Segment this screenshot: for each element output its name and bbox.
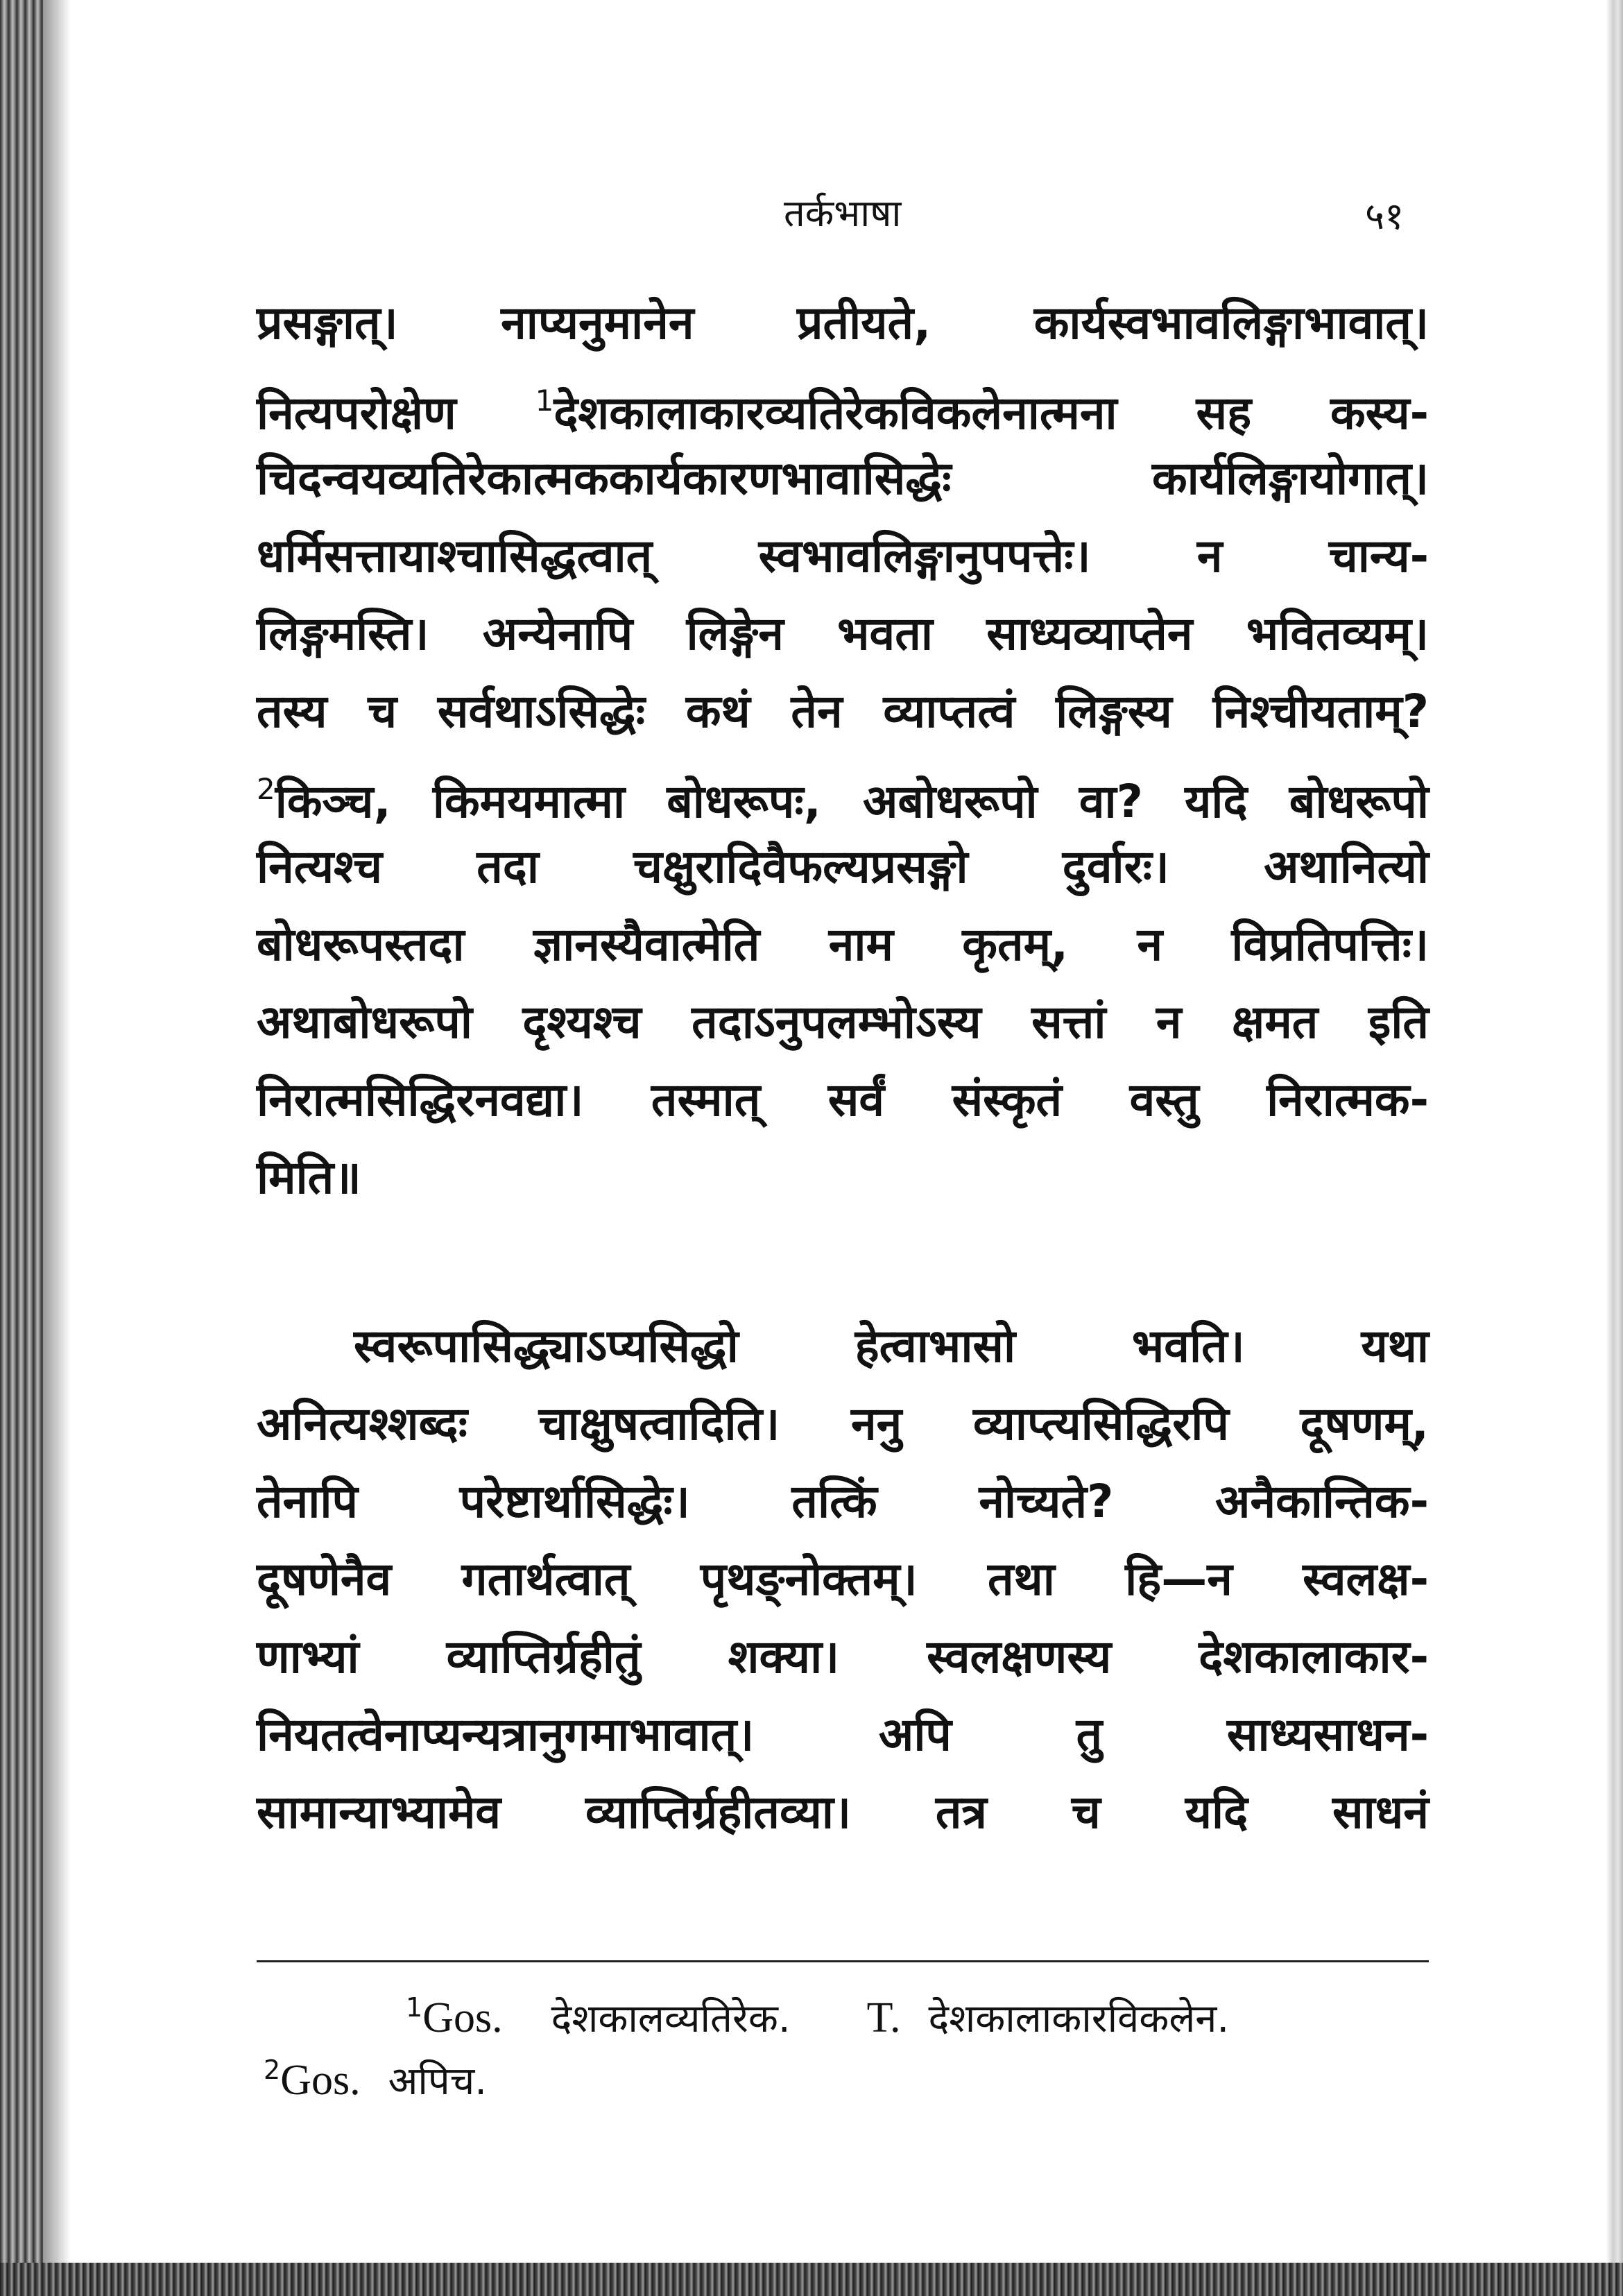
body-line: दूषणेनैव गतार्थत्वात् पृथङ्नोक्तम्। तथा हि—न स्वलक्ष- [257, 1552, 1429, 1606]
running-head: तर्कभाषा [784, 191, 902, 235]
page-number: ५१ [1365, 194, 1405, 238]
footnote-source: T. [866, 1994, 901, 2041]
body-line: बोधरूपस्तदा ज्ञानस्यैवात्मेति नाम कृतम्, न विप्रतिपत्तिः। [257, 918, 1429, 971]
footnote-source: Gos. [422, 1994, 503, 2041]
scan-bottom-edge [0, 2263, 1623, 2296]
body-line: अथाबोधरूपो दृश्यश्च तदाऽनुपलम्भोऽस्य सत्तां न क्षमत इति [257, 995, 1429, 1049]
footnote-marker-1-inline: 1 [535, 384, 554, 418]
body-line-text: किञ्च, किमयमात्मा बोधरूपः, अबोधरूपो वा? यदि बोधरूपो [275, 775, 1429, 828]
body-line: लिङ्गमस्ति। अन्येनापि लिङ्गेन भवता साध्यव्याप्तेन भवितव्यम्। [257, 607, 1429, 660]
footnote-rule [257, 1960, 1429, 1962]
body-line: मिति॥ [257, 1151, 361, 1204]
body-line: नियतत्वेनाप्यन्यत्रानुगमाभावात्। अपि तु साध्यसाधन- [257, 1708, 1429, 1761]
scan-page-edge [1606, 0, 1623, 2296]
scan-binding-shadow [0, 0, 43, 2296]
footnote-marker: 1 [406, 1992, 423, 2023]
footnote-reading: अपिच. [388, 2059, 488, 2104]
body-line: नित्यश्च तदा चक्षुरादिवैफल्यप्रसङ्गो दुर्वारः। अथानित्यो [257, 840, 1429, 893]
body-line [257, 751, 1429, 828]
footnote-marker: 2 [264, 2055, 281, 2085]
footnote-marker-2-inline: 2 [257, 772, 275, 806]
body-line: प्रसङ्गात्। नाप्यनुमानेन प्रतीयते, कार्यस्वभावलिङ्गाभावात्। [257, 296, 1429, 350]
footnote-1 [406, 1991, 1229, 2044]
body-line: अनित्यश्शब्दः चाक्षुषत्वादिति। ननु व्याप्त्यसिद्धिरपि दूषणम्, [257, 1397, 1429, 1450]
footnote-2 [264, 2053, 487, 2106]
body-line: णाभ्यां व्याप्तिर्ग्रहीतुं शक्या। स्वलक्षणस्य देशकालाकार- [257, 1630, 1429, 1684]
body-line: निरात्मसिद्धिरनवद्या। तस्मात् सर्वं संस्कृतं वस्तु निरात्मक- [257, 1073, 1429, 1126]
scan-binding-fade [43, 0, 71, 2296]
footnote-reading: देशकालाकारविकलेन. [928, 1996, 1230, 2041]
footnote-reading: देशकालव्यतिरेक. [551, 1996, 791, 2041]
body-line-text: देशकालाकारव्यतिरेकविकलेनात्मना सह कस्य- [553, 386, 1429, 440]
body-line: तस्य च सर्वथाऽसिद्धेः कथं तेन व्याप्तत्वं लिङ्गस्य निश्चीयताम्? [257, 685, 1429, 738]
body-line: तेनापि परेष्टार्थासिद्धेः। तत्किं नोच्यते? अनैकान्तिक- [257, 1475, 1429, 1528]
body-line [257, 362, 1429, 440]
body-line-text: नित्यपरोक्षेण [257, 386, 535, 440]
body-line: स्वरूपासिद्ध्याऽप्यसिद्धो हेत्वाभासो भवति। यथा [354, 1319, 1429, 1373]
footnote-source: Gos. [280, 2057, 361, 2104]
body-line: सामान्याभ्यामेव व्याप्तिर्ग्रहीतव्या। तत्र च यदि साधनं [257, 1785, 1429, 1839]
body-line: चिदन्वयव्यतिरेकात्मककार्यकारणभावासिद्धेः कार्यलिङ्गायोगात्। [257, 452, 1429, 505]
body-line: धर्मिसत्तायाश्चासिद्धत्वात् स्वभावलिङ्गानुपपत्तेः। न चान्य- [257, 529, 1429, 583]
